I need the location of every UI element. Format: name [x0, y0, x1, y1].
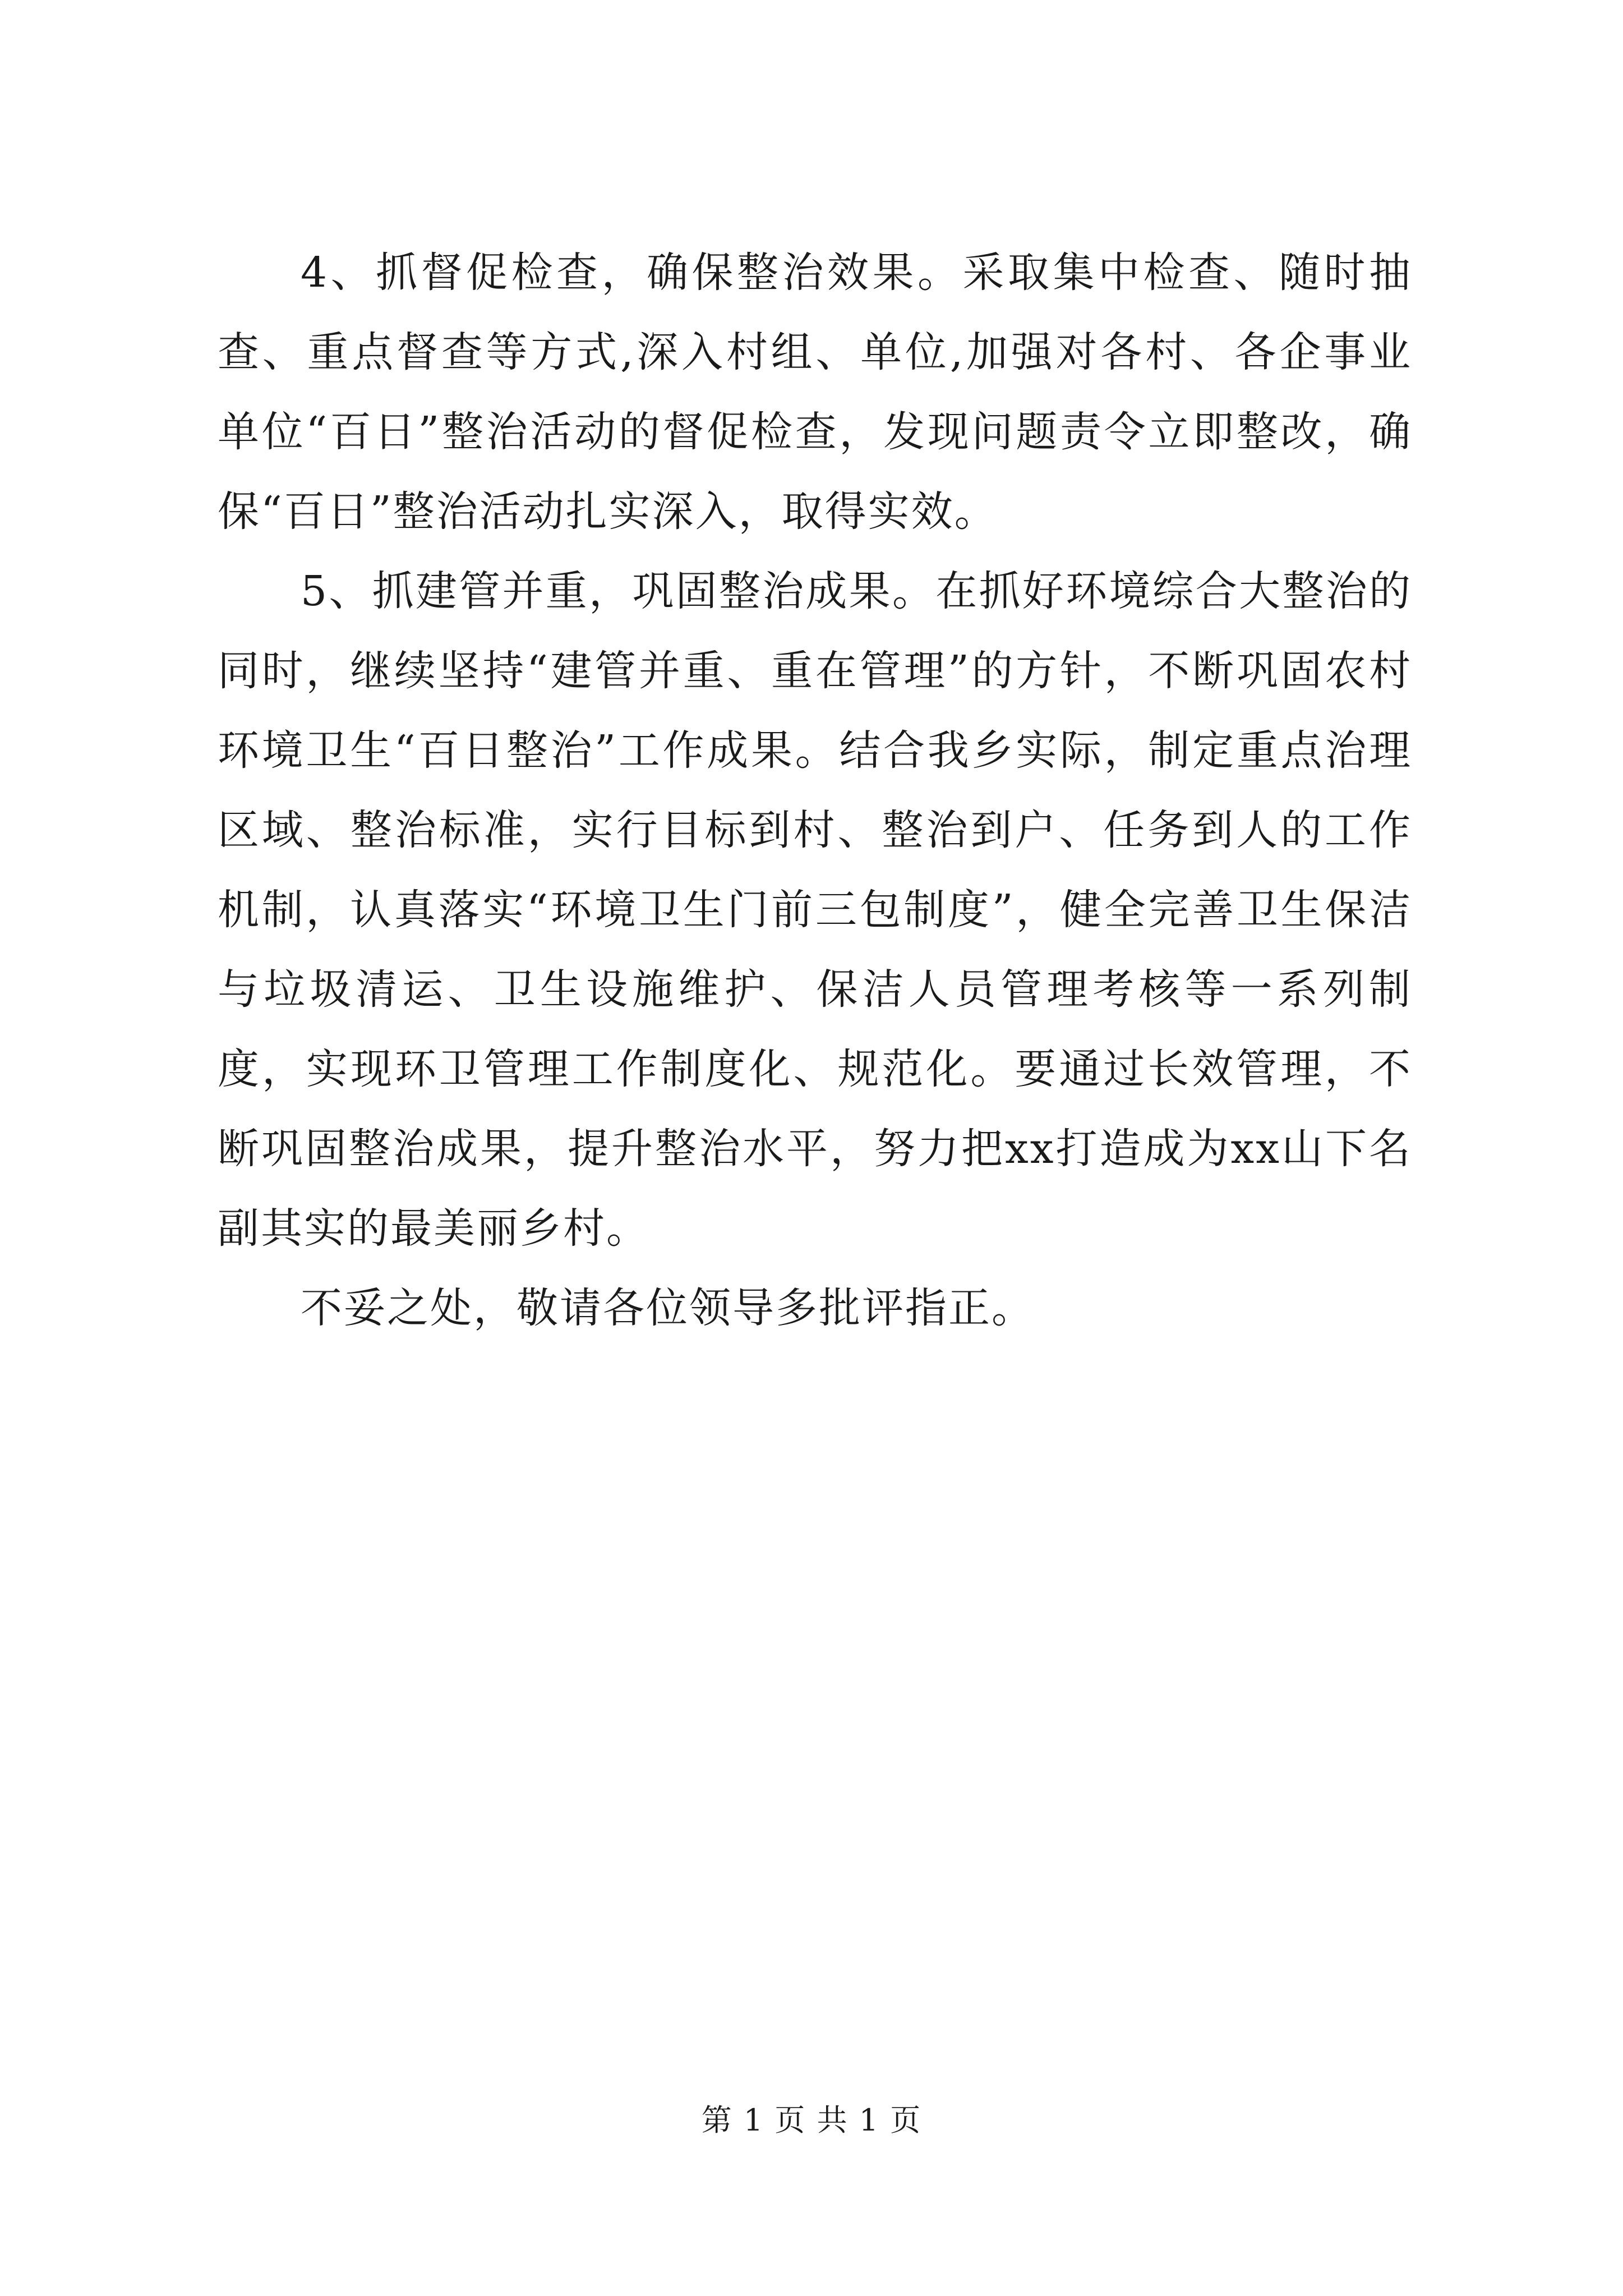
paragraph-5-management: 5、抓建管并重，巩固整治成果。在抓好环境综合大整治的同时，继续坚持“建管并重、重在管理”的方针，不断巩固农村环境卫生“百日整治”工作成果。结合我乡实际，制定重点治理区域、整治标准，实行目标到村、整治到户、任务到人的工作机制，认真落实“环境卫生门前三包制度”，健全完善卫生保洁与垃圾清运、卫生设施维护、保洁人员管理考核等一系列制度，实现环卫管理工作制度化、规范化。要通过长效管理，不断巩固整治成果，提升整治水平，努力把xx打造成为xx山下名副其实的最美丽乡村。 [218, 567, 1412, 1253]
document-body [218, 233, 1412, 1348]
paragraph-closing: 不妥之处，敬请各位领导多批评指正。 [301, 1284, 1035, 1332]
page-footer: 第 1 页 共 1 页 [701, 2102, 922, 2138]
paragraph-4-supervision: 4、抓督促检查，确保整治效果。采取集中检查、随时抽查、重点督查等方式,深入村组、单位,加强对各村、各企事业单位“百日”整治活动的督促检查，发现问题责令立即整改，确保“百日”整治活动扎实深入，取得实效。 [218, 249, 1412, 536]
